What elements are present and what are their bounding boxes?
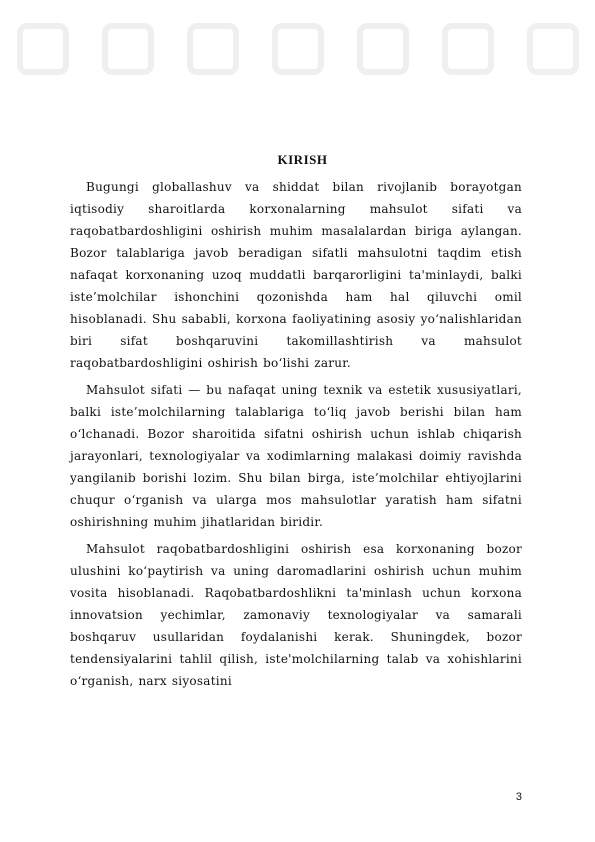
watermark-shape	[102, 23, 154, 75]
paragraph: Bugungi globallashuv va shiddat bilan rivojlanib borayotgan iqtisodiy sharoitlarda korxonalarning mahsulot sifati va raqobatbardoshligini oshirish muhim masalalardan biriga aylangan. Bozor talablariga javob beradigan sifatli mahsulotni taqdim etish nafaqat korxonaning uzoq muddatli barqarorligini ta'minlaydi, balki iste’molchilar ishonchini qozonishda ham hal qiluvchi omil hisoblanadi. Shu sababli, korxona faoliyatining asosiy yo‘nalishlaridan biri sifat boshqaruvini takomillashtirish va mahsulot raqobatbardoshligini oshirish bo‘lishi zarur.	[70, 180, 522, 370]
watermark-shape	[357, 23, 409, 75]
watermark-shape	[17, 23, 69, 75]
page-heading: KIRISH	[277, 152, 328, 167]
page-number: 3	[515, 791, 522, 803]
watermark-shape	[187, 23, 239, 75]
watermark-shape	[272, 23, 324, 75]
watermark	[0, 14, 595, 84]
document-body	[70, 176, 522, 697]
watermark-shape	[527, 23, 579, 75]
paragraph: Mahsulot raqobatbardoshligini oshirish esa korxonaning bozor ulushini ko‘paytirish va uning daromadlarini oshirish uchun muhim vosita hisoblanadi. Raqobatbardoshlikni ta'minlash uchun korxona innovatsion yechimlar, zamonaviy texnologiyalar va samarali boshqaruv usullaridan foydalanishi kerak. Shuningdek, bozor tendensiyalarini tahlil qilish, iste'molchilarning talab va xohishlarini o‘rganish, narx siyosatini	[70, 542, 522, 688]
watermark-shape	[442, 23, 494, 75]
paragraph: Mahsulot sifati — bu nafaqat uning texnik va estetik xususiyatlari, balki iste’molchilarning talablariga to‘liq javob berishi bilan ham o‘lchanadi. Bozor sharoitida sifatni oshirish uchun ishlab chiqarish jarayonlari, texnologiyalar va xodimlarning malakasi doimiy ravishda yangilanib borishi lozim. Shu bilan birga, iste’molchilar ehtiyojlarini chuqur o‘rganish va ularga mos mahsulotlar yaratish ham sifatni oshirishning muhim jihatlaridan biridir.	[70, 383, 522, 529]
